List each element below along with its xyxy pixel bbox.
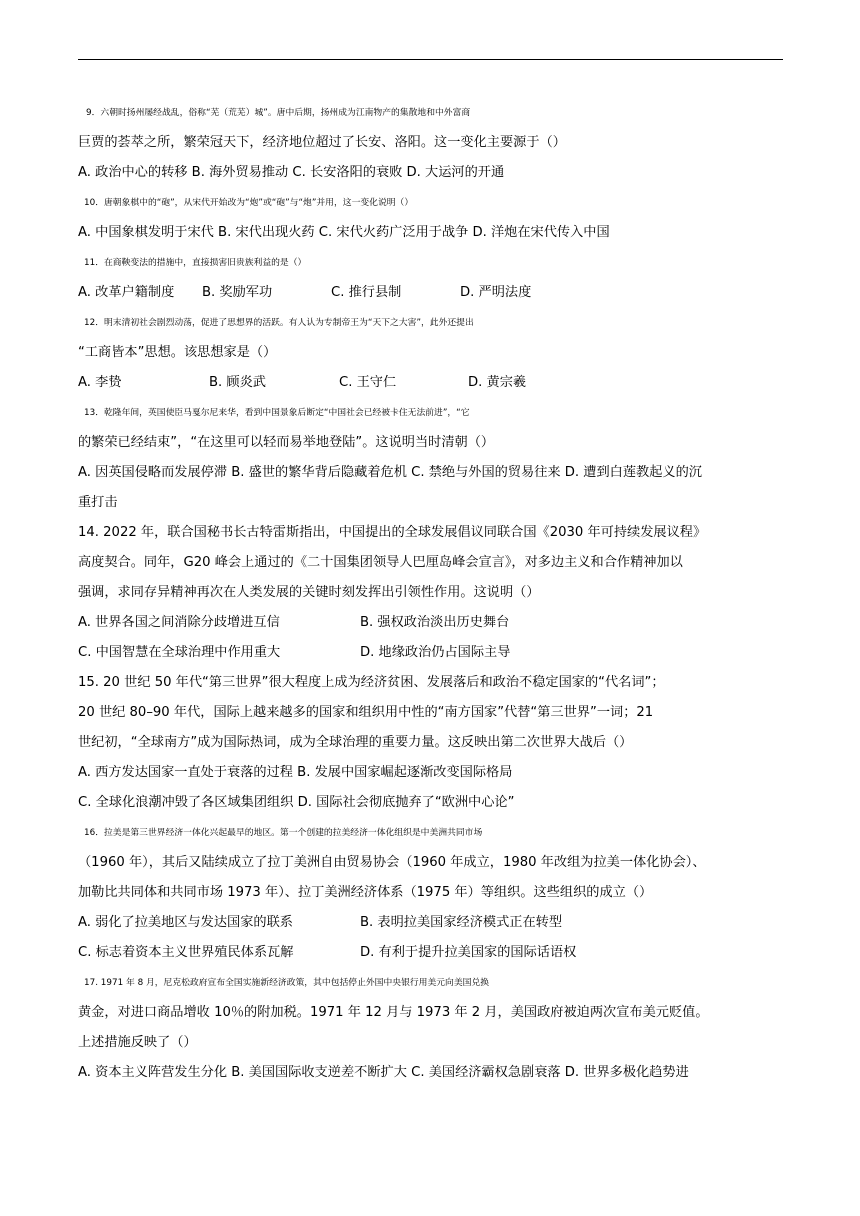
q15-options-line-1: A. 西方发达国家一直处于衰落的过程 B. 发展中国家崛起逐渐改变国际格局 [78, 765, 513, 780]
q13-stem-line-1: 13．乾隆年间，英国使臣马戛尔尼来华，看到中国景象后断定“中国社会已经被卡住无法前进”，“它 [84, 408, 470, 418]
q11-option-c: C. 推行县制 [331, 285, 402, 300]
q9-stem-line-2: 巨贾的荟萃之所，繁荣冠天下，经济地位超过了长安、洛阳。这一变化主要源于（） [78, 135, 566, 150]
q14-stem-line-1: 14. 2022 年，联合国秘书长古特雷斯指出，中国提出的全球发展倡议同联合国《2030 年可持续发展议程》 [78, 525, 707, 540]
q12-option-c: C. 王守仁 [339, 375, 397, 390]
q14-option-b: B. 强权政治淡出历史舞台 [360, 615, 510, 630]
q11-option-a: A. 改革户籍制度 [78, 285, 175, 300]
q17-options-line-1: A. 资本主义阵营发生分化 B. 美国国际收支逆差不断扩大 C. 美国经济霸权急剧衰落 D. 世界多极化趋势进 [78, 1065, 689, 1080]
q16-stem-line-2: （1960 年），其后又陆续成立了拉丁美洲自由贸易协会（1960 年成立，1980 年改组为拉美一体化协会）、 [78, 855, 706, 870]
q12-option-b: B. 顾炎武 [209, 375, 266, 390]
q11-option-d: D. 严明法度 [460, 285, 532, 300]
q16-option-d: D. 有利于提升拉美国家的国际话语权 [360, 945, 577, 960]
q12-option-d: D. 黄宗羲 [468, 375, 527, 390]
q16-stem-line-3: 加勒比共同体和共同市场 1973 年）、拉丁美洲经济体系（1975 年）等组织。这些组织的成立（） [78, 885, 653, 900]
q13-options-line-2: 重打击 [78, 495, 118, 510]
q15-options-line-2: C. 全球化浪潮冲毁了各区域集团组织 D. 国际社会彻底抛弃了“欧洲中心论” [78, 795, 515, 810]
q15-stem-line-2: 20 世纪 80–90 年代，国际上越来越多的国家和组织用中性的“南方国家”代替“第三世界”一词；21 [78, 705, 654, 720]
q11-stem-line-1: 11．在商鞅变法的措施中，直接损害旧贵族利益的是（） [84, 258, 307, 268]
q17-stem-line-3: 上述措施反映了（） [78, 1035, 197, 1050]
q10-stem-line-1: 10．唐朝象棋中的“砲”，从宋代开始改为“炮”或“砲”与“炮”并用，这一变化说明（） [84, 198, 414, 208]
q12-option-a: A. 李贽 [78, 375, 122, 390]
q14-stem-line-3: 强调，求同存异精神再次在人类发展的关键时刻发挥出引领性作用。这说明（） [78, 585, 540, 600]
q17-stem-line-2: 黄金，对进口商品增收 10％的附加税。1971 年 12 月与 1973 年 2 月，美国政府被迫两次宣布美元贬值。 [78, 1005, 709, 1020]
q14-option-a: A. 世界各国之间消除分歧增进互信 [78, 615, 280, 630]
q12-stem-line-2: “工商皆本”思想。该思想家是（） [78, 345, 277, 360]
q9-options: A. 政治中心的转移 B. 海外贸易推动 C. 长安洛阳的衰败 D. 大运河的开通 [78, 165, 505, 180]
q15-stem-line-1: 15. 20 世纪 50 年代“第三世界”很大程度上成为经济贫困、发展落后和政治不稳定国家的“代名词”； [78, 675, 665, 690]
q12-stem-line-1: 12．明末清初社会剧烈动荡，促进了思想界的活跃。有人认为专制帝王为“天下之大害”，此外还提出 [84, 318, 474, 328]
q16-option-a: A. 弱化了拉美地区与发达国家的联系 [78, 915, 293, 930]
header-rule [78, 59, 783, 60]
q13-stem-line-2: 的繁荣已经结束”，“在这里可以轻而易举地登陆”。这说明当时清朝（） [78, 435, 495, 450]
q10-options: A. 中国象棋发明于宋代 B. 宋代出现火药 C. 宋代火药广泛用于战争 D. 洋炮在宋代传入中国 [78, 225, 610, 240]
q15-stem-line-3: 世纪初，“全球南方”成为国际热词，成为全球治理的重要力量。这反映出第二次世界大战后（） [78, 735, 633, 750]
q9-stem-line-1: 9．六朝时扬州屡经战乱，俗称“芜（荒芜）城”。唐中后期，扬州成为江南物产的集散地和中外富商 [86, 108, 471, 118]
q14-option-c: C. 中国智慧在全球治理中作用重大 [78, 645, 281, 660]
q16-stem-line-1: 16．拉美是第三世界经济一体化兴起最早的地区。第一个创建的拉美经济一体化组织是中美洲共同市场 [84, 828, 483, 838]
q16-option-c: C. 标志着资本主义世界殖民体系瓦解 [78, 945, 294, 960]
q14-stem-line-2: 高度契合。同年，G20 峰会上通过的《二十国集团领导人巴厘岛峰会宣言》，对多边主义和合作精神加以 [78, 555, 683, 570]
q11-option-b: B. 奖励军功 [202, 285, 273, 300]
q13-options-line-1: A. 因英国侵略而发展停滞 B. 盛世的繁华背后隐藏着危机 C. 禁绝与外国的贸易往来 D. 遭到白莲教起义的沉 [78, 465, 702, 480]
q17-stem-line-1: 17. 1971 年 8 月，尼克松政府宣布全国实施新经济政策，其中包括停止外国中央银行用美元向美国兑换 [84, 978, 490, 988]
q16-option-b: B. 表明拉美国家经济模式正在转型 [360, 915, 563, 930]
q14-option-d: D. 地缘政治仍占国际主导 [360, 645, 511, 660]
